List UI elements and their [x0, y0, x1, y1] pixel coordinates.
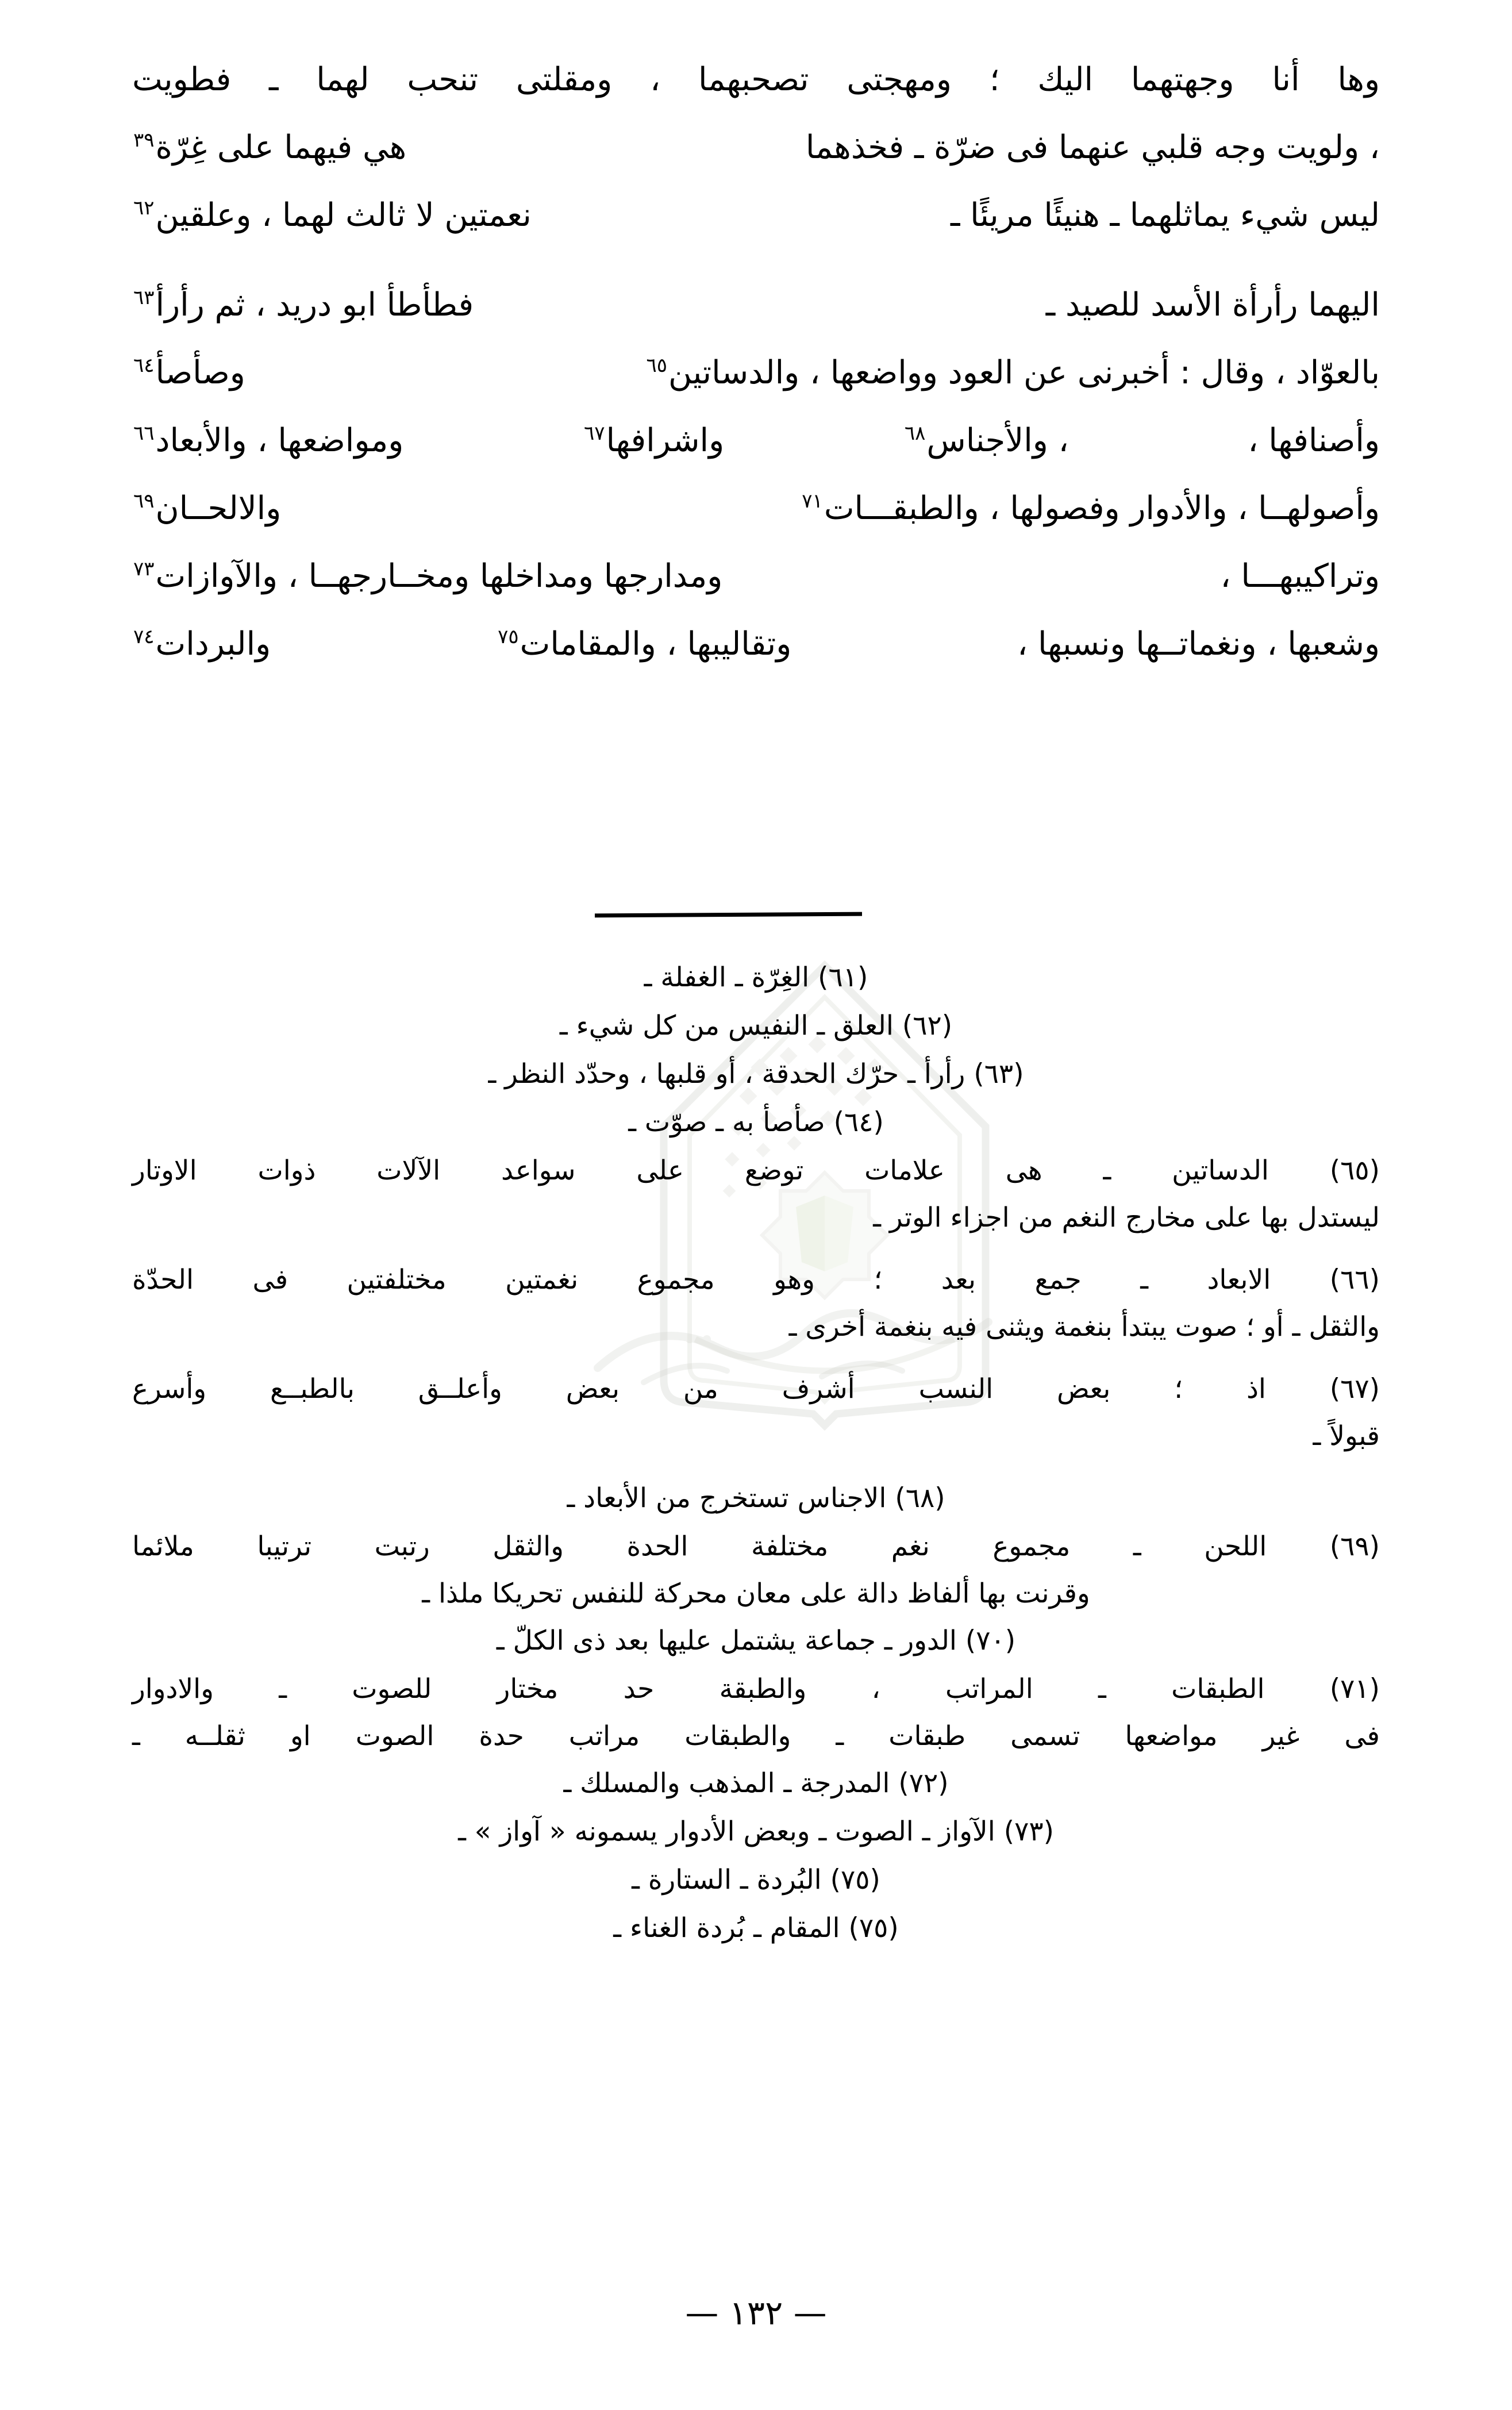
footnote-61	[132, 954, 1380, 1001]
footnote-75-a-number: (٧٥)	[830, 1864, 880, 1896]
footnote-70	[132, 1617, 1380, 1665]
footnote-61-number: (٦١)	[818, 962, 868, 993]
body-line-2-text-a: هي فيهما على غِرّة	[155, 129, 407, 166]
footnote-marker-64[interactable]: ٦٤	[133, 354, 155, 378]
footnote-marker-75[interactable]: ٧٥	[498, 625, 519, 649]
footnote-67-text: اذ ؛ بعض النسب أشرف من بعض وأعلــق بالطبــع وأسرع	[132, 1373, 1266, 1405]
body-line-4-text-a: فطأطأ ابو دريد ، ثم رأرأ	[155, 286, 474, 324]
footnote-marker-67[interactable]: ٦٧	[584, 422, 605, 445]
main-text-block	[132, 46, 1380, 678]
footnote-marker-66[interactable]: ٦٦	[133, 422, 155, 445]
footnote-69	[132, 1523, 1380, 1617]
footnote-66	[132, 1256, 1380, 1351]
footnote-61-text: الغِرّة ـ الغفلة ـ	[644, 962, 810, 993]
footnote-67	[132, 1366, 1380, 1460]
body-line-4	[132, 271, 1380, 339]
footnote-71-text: الطبقات ـ المراتب ، والطبقة حد مختار للصوت ـ والادوار	[132, 1673, 1265, 1705]
footnote-72	[132, 1760, 1380, 1807]
footnote-63-text: رأرأ ـ حرّك الحدقة ، أو قلبها ، وحدّد النظر ـ	[488, 1058, 965, 1090]
footnote-69-text: اللحن ـ مجموع نغم مختلفة الحدة والثقل رتبت ترتيبا ملائما	[132, 1531, 1267, 1562]
body-line-6-text-a: ومواضعها ، والأبعاد	[155, 422, 404, 459]
footnote-marker-73[interactable]: ٧٣	[133, 558, 155, 581]
body-line-5	[132, 339, 1380, 407]
footnote-75-a-text: البُردة ـ الستارة ـ	[632, 1864, 822, 1896]
body-line-3-text-b: ليس شيء يماثلهما ـ هنيئًا مريئًا ـ	[950, 197, 1380, 234]
footnote-71-number: (٧١)	[1329, 1673, 1380, 1705]
body-line-6	[132, 407, 1380, 475]
footnote-75-b-text: المقام ـ بُردة الغناء ـ	[613, 1912, 840, 1944]
footnote-62	[132, 1002, 1380, 1050]
footnote-73	[132, 1808, 1380, 1855]
footnote-64	[132, 1099, 1380, 1146]
footnote-68	[132, 1475, 1380, 1522]
footnote-marker-71[interactable]: ٧١	[802, 490, 823, 513]
body-line-4-text-b: اليهما رأرأة الأسد للصيد ـ	[1045, 286, 1380, 324]
footnote-65-text-cont: ليستدل بها على مخارج النغم من اجزاء الوتر ـ	[873, 1202, 1380, 1233]
footnote-marker-63[interactable]: ٦٣	[133, 286, 155, 310]
footnote-68-text: الاجناس تستخرج من الأبعاد ـ	[567, 1482, 887, 1514]
body-line-3-text-a: نعمتين لا ثالث لهما ، وعلقين	[155, 197, 532, 234]
footnote-62-text: العلق ـ النفيس من كل شيء ـ	[559, 1010, 894, 1041]
footnote-marker-65[interactable]: ٦٥	[646, 354, 668, 378]
footnote-divider-rule	[595, 912, 862, 918]
footnote-67-number: (٦٧)	[1329, 1373, 1380, 1405]
body-line-8-text-a: ومدارجها ومداخلها ومخــارجهــا ، والآوازات	[155, 558, 723, 595]
footnote-marker-62[interactable]: ٦٢	[133, 197, 155, 220]
footnote-65	[132, 1147, 1380, 1241]
footnotes-block	[132, 954, 1380, 1953]
body-line-6-text-b: واشرافها	[606, 422, 725, 459]
footnote-72-number: (٧٢)	[898, 1767, 949, 1799]
footnote-69-number: (٦٩)	[1329, 1531, 1380, 1562]
footnote-64-number: (٦٤)	[833, 1106, 884, 1138]
body-line-6-text-c: ، والأجناس	[926, 422, 1069, 459]
footnote-67-text-cont: قبولاً ـ	[1313, 1420, 1380, 1452]
footnote-63	[132, 1051, 1380, 1098]
body-line-9-text-c: وشعبها ، ونغماتــها ونسبها ،	[1017, 625, 1380, 663]
body-line-8	[132, 543, 1380, 610]
footnote-71-text-cont: فى غير مواضعها تسمى طبقات ـ والطبقات مراتب حدة الصوت او ثقلــه ـ	[132, 1720, 1380, 1752]
footnote-73-number: (٧٣)	[1003, 1816, 1054, 1847]
body-line-9	[132, 610, 1380, 678]
footnote-63-number: (٦٣)	[974, 1058, 1024, 1090]
footnote-75-a	[132, 1856, 1380, 1904]
body-line-9-text-a: والبردات	[155, 625, 271, 663]
body-line-3	[132, 182, 1380, 249]
footnote-62-number: (٦٢)	[902, 1010, 953, 1041]
footnote-73-text: الآواز ـ الصوت ـ وبعض الأدوار يسمونه « آواز » ـ	[458, 1816, 995, 1847]
footnote-75-b	[132, 1905, 1380, 1952]
body-line-7-text-a: والالحــان	[155, 490, 282, 527]
body-line-5-text-a: وصأصأ	[155, 354, 245, 391]
body-line-2	[132, 114, 1380, 182]
body-line-9-text-b: وتقاليبها ، والمقامات	[520, 625, 792, 663]
body-line-7	[132, 475, 1380, 543]
footnote-66-number: (٦٦)	[1329, 1264, 1380, 1296]
footnote-marker-69[interactable]: ٦٩	[133, 490, 155, 513]
footnote-65-text: الدساتين ـ هى علامات توضع على سواعد الآلات ذوات الاوتار	[132, 1155, 1269, 1186]
footnote-marker-68[interactable]: ٦٨	[904, 422, 926, 445]
page-number: — ١٣٢ —	[685, 2293, 827, 2332]
footnote-71	[132, 1666, 1380, 1760]
body-line-8-text-b: وتراكيبهـــا ،	[1220, 558, 1380, 595]
footnote-marker-74[interactable]: ٧٤	[133, 625, 155, 649]
body-line-5-text-b: بالعوّاد ، وقال : أخبرنى عن العود وواضعها ، والدساتين	[668, 354, 1380, 391]
body-line-7-text-b: وأصولهــا ، والأدوار وفصولها ، والطبقـــات	[824, 490, 1380, 527]
footnote-65-number: (٦٥)	[1329, 1155, 1380, 1186]
footnote-68-number: (٦٨)	[895, 1482, 945, 1514]
footnote-72-text: المدرجة ـ المذهب والمسلك ـ	[563, 1767, 890, 1799]
footnote-marker-61[interactable]: ٣٩	[133, 129, 155, 152]
footnote-70-text: الدور ـ جماعة يشتمل عليها بعد ذى الكلّ ـ	[496, 1625, 957, 1656]
body-line-2-text-b: ، ولويت وجه قلبي عنهما فى ضرّة ـ فخذهما	[805, 129, 1380, 166]
body-line-6-text-d: وأصنافها ،	[1248, 422, 1380, 459]
footnote-70-number: (٧٠)	[965, 1625, 1016, 1656]
footnote-64-text: صأصأ به ـ صوّت ـ	[628, 1106, 825, 1138]
footnote-75-b-number: (٧٥)	[848, 1912, 899, 1944]
footnote-66-text-cont: والثقل ـ أو ؛ صوت يبتدأ بنغمة ويثنى فيه بنغمة أخرى ـ	[788, 1311, 1380, 1343]
body-line-1-text: وها أنا وجهتهما اليك ؛ ومهجتى تصحبهما ، ومقلتى تنحب لهما ـ فطويت	[132, 61, 1380, 98]
body-line-1	[132, 46, 1380, 114]
footnote-66-text: الابعاد ـ جمع بعد ؛ وهو مجموع نغمتين مختلفتين فى الحدّة	[132, 1264, 1271, 1296]
footnote-69-text-cont: وقرنت بها ألفاظ دالة على معان محركة للنفس تحريكا ملذا ـ	[422, 1578, 1090, 1609]
